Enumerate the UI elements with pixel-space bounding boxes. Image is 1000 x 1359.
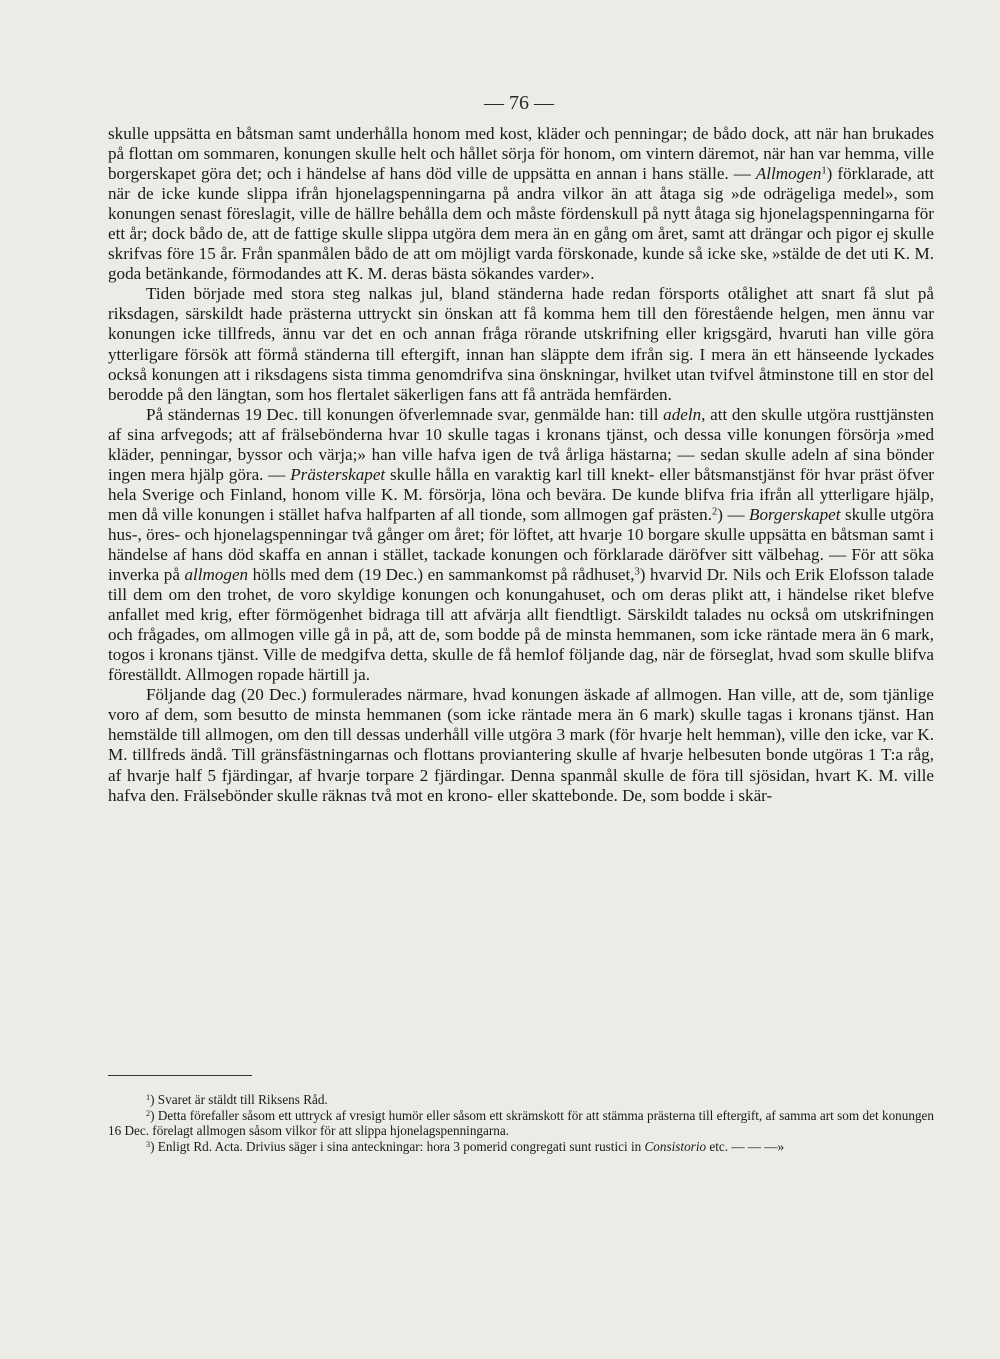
body-text bbox=[108, 124, 934, 806]
footnote-3: $^3$) Enligt Rd. Acta. Drivius säger i sina anteckningar: hora 3 pomerid congregati sunt rustici in Consistorio etc. — — —» bbox=[146, 1138, 785, 1154]
paragraph-1: skulle uppsätta en båtsman samt underhålla honom med kost, kläder och penningar; de bådo dock, att när han brukades på flottan om sommaren, konungen skulle helt och hållet sörja för honom, om vintern däremot, när han var hemma, ville borgerskapet göra det; och i händelse af hans död ville de uppsätta en annan i hans ställe. — Allmogen$^1$) förklarade, att när de icke kunde slippa ifrån hjonelagspenningarna på andra vilkor än att åtaga sig »de odrägeliga medel», som konungen senast föreslagit, ville de hällre behålla dem och måste fördenskull på nytt åtaga sig hjonelagspenningarna för ett år; dock bådo de, att de fattige skulle slippa utgöra dem mera än en gång om året, samt att drängar och pigor ej skulle skrifvas före 15 år. Från spanmålen bådo de att om möjligt varda förskonade, kunde så icke ske, »stälde de det uti K. M. goda betänkande, förmodandes att K. M. deras bästa sökandes varder». bbox=[108, 124, 934, 284]
footnote-2: $^2$) Detta förefaller såsom ett uttryck af vresigt humör eller såsom ett skrämskott för att stämma prästerna till eftergift, af samma art som det konungen 16 Dec. förelagt allmogen såsom vilkor för att slippa hjonelagspenningarna. bbox=[108, 1107, 934, 1138]
page-number: — 76 — bbox=[484, 92, 554, 114]
footnote-divider bbox=[108, 1075, 252, 1076]
paragraph-3: På ständernas 19 Dec. till konungen öfverlemnade svar, genmälde han: till adeln, att den skulle utgöra rusttjänsten af sina arfvegods; att af frälsebönderna hvar 10 skulle tagas i kronans tjänst, och dessa ville konungen försörja »med kläder, penningar, byssor och värja;» han ville hafva igen de två årliga hästarna; — sedan skulle adeln af sina bönder ingen mera hjälp göra. — Prästerskapet skulle hålla en varaktig karl till knekt- eller båtsmanstjänst för hvar präst öfver hela Sverige och Finland, honom ville K. M. försörja, löna och bevära. De kunde blifva fria ifrån all ytterligare hjälp, men då ville konungen i stället hafva halfparten af all tionde, som allmogen gaf prästen.$^2$) — Borgerskapet skulle utgöra hus-, öres- och hjonelagspenningar två gånger om året; för löftet, att hvarje 10 borgare skulle uppsätta en båtsman samt i händelse af hans död skaffa en annan i stället, tackade konungen och förklarade däröfver sitt välbehag. — För att söka inverka på allmogen hölls med dem (19 Dec.) en sammankomst på rådhuset,$^3$) hvarvid Dr. Nils och Erik Elofsson talade till dem om den trohet, de voro skyldige konungen och konungahuset, och om deras plikt att, i händelse riket blefve anfallet med krig, efter förmögenhet bidraga till att afvärja allt fiendtligt. Särskildt talades nu också om utskrifningen och frågades, om allmogen ville gå in på, att de, som bodde på de minsta hemmanen, som icke räntade mera än 6 mark, togos i kronans tjänst. Ville de medgifva detta, skulle de få hemlof följande dag, när de förseglat, hvad som skulle blifva föreställdt. Allmogen ropade härtill ja. bbox=[108, 404, 935, 685]
footnote-1: $^1$) Svaret är stäldt till Riksens Råd. bbox=[146, 1092, 328, 1107]
footnotes bbox=[108, 1092, 934, 1154]
paragraph-4: Följande dag (20 Dec.) formulerades närmare, hvad konungen äskade af allmogen. Han ville, att de, som tjänlige voro af dem, som besutto de minsta hemmanen (som icke räntade mera än 6 mark) skulle tagas i kronans tjänst. Han hemstälde till allmogen, om den till dessas underhåll ville utgöra 3 mark (för hvarje helt hemman), ville den icke, var K. M. tillfreds ändå. Till gränsfästningarnas och flottans proviantering skulle af hvarje helbesuten bonde utgöras 1 T:a råg, af hvarje half 5 fjärdingar, af hvarje torpare 2 fjärdingar. Denna spanmål skulle de föra till sjösidan, hvart K. M. ville hafva den. Frälsebönder skulle räknas två mot en krono- eller skattebonde. De, som bodde i skär- bbox=[108, 685, 934, 805]
paragraph-2: Tiden började med stora steg nalkas jul, bland ständerna hade redan försports otålighet att snart få slut på riksdagen, särskildt hade prästerna uttryckt sin önskan att få komma hem till den förestående helgen, men ännu var konungen icke tillfreds, ännu var det en och annan fråga rörande utskrifning eller krigsgärd, hvaruti han ville göra ytterligare försök att förmå ständerna till eftergift, innan han släppte dem ifrån sig. I mera än ett hänseende lyckades också konungen att i riksdagens sista timma genomdrifva sina önskningar, hvilket utan tvifvel åtminstone till en stor del berodde på den längtan, som hos flertalet säkerligen fans att få anträda hemfärden. bbox=[108, 284, 934, 404]
